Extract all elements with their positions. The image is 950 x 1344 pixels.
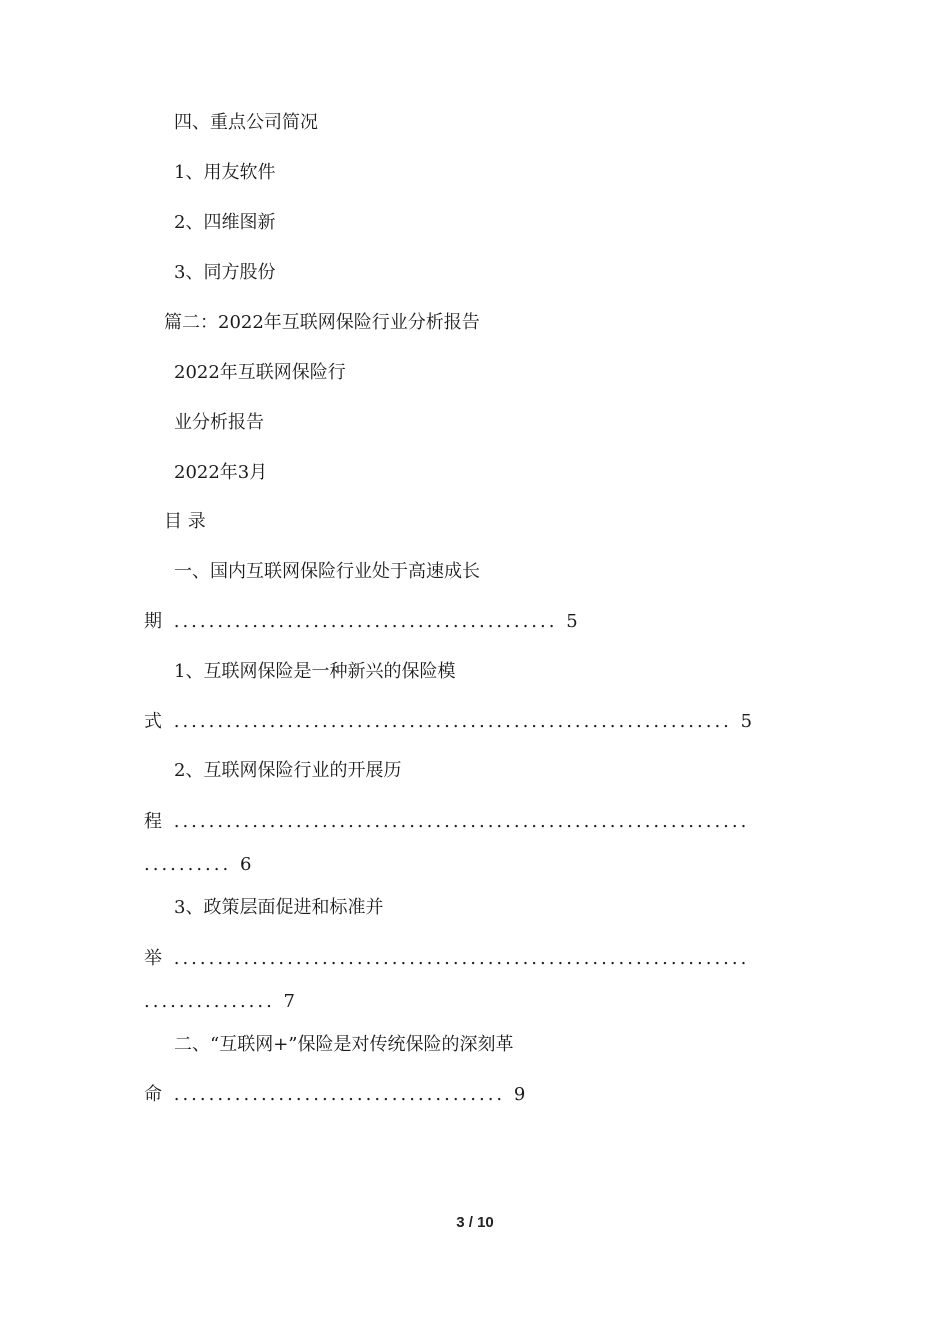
- toc-entry-1-3-leader-cont: ............... 7: [144, 991, 298, 1012]
- toc-entry-1-1-title: 1、互联网保险是一种新兴的保险模: [174, 661, 456, 682]
- report-title-line-2: 业分析报告: [174, 412, 264, 433]
- toc-entry-2-leader: 命 ...................................... 9: [144, 1084, 529, 1105]
- toc-item-tongfang: 3、同方股份: [174, 262, 276, 283]
- section-title-part-two: 篇二：2022年互联网保险行业分析报告: [164, 312, 480, 333]
- toc-title: 目 录: [164, 511, 206, 532]
- toc-entry-1-2-title: 2、互联网保险行业的开展历: [174, 760, 402, 781]
- toc-heading-key-companies: 四、重点公司简况: [174, 112, 318, 133]
- toc-entry-1-3-leader: 举 ..................................................................: [144, 948, 750, 969]
- report-title-line-1: 2022年互联网保险行: [174, 362, 346, 383]
- toc-entry-1-2-leader-cont: .......... 6: [144, 854, 255, 875]
- toc-entry-1-title: 一、国内互联网保险行业处于高速成长: [174, 561, 480, 582]
- toc-entry-1-leader: 期 ............................................ 5: [144, 611, 581, 632]
- toc-entry-2-title: 二、“互联网+”保险是对传统保险的深刻革: [174, 1034, 514, 1055]
- report-date: 2022年3月: [174, 462, 268, 483]
- toc-item-yonyou: 1、用友软件: [174, 162, 276, 183]
- toc-entry-1-1-leader: 式 ................................................................ 5: [144, 711, 756, 732]
- toc-entry-1-2-leader: 程 ..................................................................: [144, 811, 750, 832]
- toc-entry-1-3-title: 3、政策层面促进和标准并: [174, 897, 384, 918]
- page-number: 3 / 10: [456, 1214, 494, 1231]
- toc-item-navinfo: 2、四维图新: [174, 212, 276, 233]
